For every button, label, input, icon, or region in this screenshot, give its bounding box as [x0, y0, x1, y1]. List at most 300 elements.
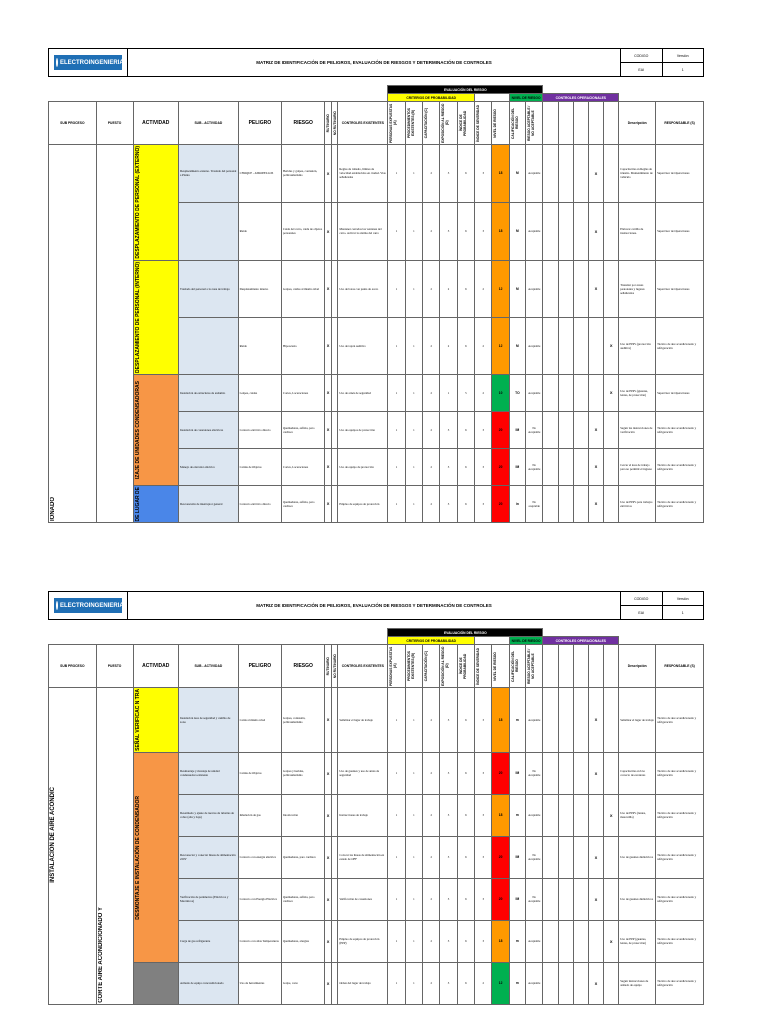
nivel-riesgo: 20	[492, 448, 509, 485]
brand-name: ELECTROINGENIERIA	[60, 59, 124, 66]
riesgo: Quemaduras, alergias	[282, 920, 325, 962]
rutinario-mark: X	[325, 688, 332, 753]
score-a: 1	[388, 878, 405, 920]
score-d: 2	[440, 260, 457, 317]
descripcion: Transitar por zonas peatonales y lugares señalizados	[619, 260, 656, 317]
actividad-label: SEÑAL VERIFICAC N TRA	[134, 689, 141, 751]
controles-existentes: Mantener cerrados las ventanas del carro. Activar la alarma del carro	[338, 202, 388, 260]
rutinario-mark: X	[325, 752, 332, 794]
col-ingenieria: CONTROLES DE INGENIERÍA	[574, 652, 583, 680]
aceptabilidad: Aceptable	[526, 962, 543, 1004]
control-mark	[573, 836, 588, 878]
col-eliminacion: ELIMINACIÓN	[544, 112, 549, 134]
controles-existentes: Verificación de conexiones	[338, 878, 388, 920]
aceptabilidad: Aceptable	[526, 794, 543, 836]
rutinario-mark: X	[325, 260, 332, 317]
controles-existentes: Empleo de equipos de protección (EPP)	[338, 920, 388, 962]
peligro: Ruido	[238, 317, 281, 374]
score-p: 6	[457, 878, 474, 920]
nivel-header: NIVEL DE RIESGO	[509, 94, 543, 102]
score-b: 1	[405, 202, 422, 260]
score-c: 2	[423, 448, 440, 485]
calificacion: M	[509, 202, 525, 260]
control-mark	[543, 145, 558, 203]
sub-actividad: Desarmado y ajuste de tuercas de tuberías de cobre (alta y baja)	[179, 794, 239, 836]
score-s: 3	[475, 202, 492, 260]
responsable: Técnico de aire acondicionado y refrigeración	[656, 688, 704, 753]
sub-actividad: Desmontaje y montaje de unidad condensadora existente	[179, 752, 239, 794]
riesgo: Golpe, corte	[282, 962, 325, 1004]
riesgo: Cortes, Laceraciones	[282, 374, 325, 411]
control-mark: X	[588, 485, 603, 522]
company-logo	[49, 592, 128, 619]
responsable: Técnico de aire acondicionado y refrigeración	[656, 317, 704, 374]
aceptabilidad: Aceptable	[526, 374, 543, 411]
control-mark	[543, 794, 558, 836]
col-personas: PERSONAS EXPUESTAS (A)	[389, 646, 398, 686]
doc-title: MATRIZ DE IDENTIFICACIÓN DE PELIGROS, EVALUACIÓN DE RIESGOS Y DETERMINACIÓN DE CONTROLES	[128, 592, 621, 619]
control-mark	[573, 878, 588, 920]
nivel-riesgo: 20	[492, 836, 509, 878]
col-aceptable: RIESGO ACEPTABLE / NO ACEPTABLE	[527, 105, 535, 141]
calificacion: M	[509, 317, 525, 374]
col-controles-existentes: CONTROLES EXISTENTES	[338, 645, 388, 688]
peligro: Contacto con altas Temperaturas	[238, 920, 281, 962]
score-b: 1	[405, 752, 422, 794]
control-mark	[543, 688, 558, 753]
control-mark	[558, 260, 573, 317]
aceptabilidad: No Aceptable	[526, 752, 543, 794]
peligro: Desplazamiento interno	[238, 260, 281, 317]
nivel-riesgo: 18	[492, 145, 509, 203]
descripcion: Capacitación en Uso correcto de escaleras	[619, 752, 656, 794]
control-mark	[558, 794, 573, 836]
riesgo: Caída del carro, caída de objetos personales	[282, 202, 325, 260]
col-calificacion: CALIFICACIÓN DEL RIESGO	[510, 650, 519, 682]
descripcion: Uso de EPP's (guantes, lentes, de protección)	[619, 374, 656, 411]
controles-existentes: Señalizar el lugar de trabajo	[338, 688, 388, 753]
score-p: 6	[457, 145, 474, 203]
descripcion: Uso de guantes dieléctricos	[619, 878, 656, 920]
col-probabilidad: ÍNDICE DE PROBABILIDAD	[458, 653, 467, 679]
sub-actividad: Instalación de estructuras de andamio	[179, 374, 239, 411]
control-mark	[543, 485, 558, 522]
score-p: 6	[457, 485, 474, 522]
gear-icon	[56, 58, 58, 67]
score-p: 6	[457, 962, 474, 1004]
sub-actividad: Armado de equipo vencondicionado	[179, 962, 239, 1004]
score-c: 2	[423, 752, 440, 794]
gear-icon	[56, 601, 58, 610]
responsable: Técnico de aire acondicionado y refrigeración	[656, 485, 704, 522]
doc-title: MATRIZ DE IDENTIFICACIÓN DE PELIGROS, EVALUACIÓN DE RIESGOS Y DETERMINACIÓN DE CONTROLES	[128, 49, 621, 76]
descripcion: Elaborar cartilla de instrucciones.	[619, 202, 656, 260]
score-c: 2	[423, 962, 440, 1004]
descripcion: Señalizar el lugar de trabajo	[619, 688, 656, 753]
control-mark	[573, 374, 588, 411]
col-procedimientos: PROCEDIMIENTOS EXISTENTES (B)	[406, 651, 415, 681]
rutinario-mark: X	[325, 374, 332, 411]
score-s: 3	[475, 485, 492, 522]
score-c: 2	[423, 836, 440, 878]
calificacion: m	[509, 962, 525, 1004]
col-sustitucion: SUSTITUCIÓN	[559, 111, 564, 135]
descripcion: Cercar el área de trabajo para no permitir el ingreso	[619, 448, 656, 485]
score-s: 3	[475, 794, 492, 836]
peligro: Ruido	[238, 202, 281, 260]
control-mark	[543, 202, 558, 260]
score-a: 1	[388, 836, 405, 878]
rutinario-mark: X	[325, 962, 332, 1004]
score-s: 2	[475, 374, 492, 411]
riesgo: Quemaduras, asfixia, paro cardiaco	[282, 411, 325, 448]
sub-actividad: Instalación área de seguridad y cambio de zona	[179, 688, 239, 753]
rutinario-mark: X	[325, 836, 332, 878]
nivel-riesgo: 20	[492, 752, 509, 794]
controles-existentes: Uso de equipos de protección	[338, 411, 388, 448]
controles-existentes: Reglas de tránsito, límites de velocidad establecidos en ciudad. Vías señalizadas	[338, 145, 388, 203]
score-s: 3	[475, 878, 492, 920]
control-mark	[543, 374, 558, 411]
control-mark	[573, 317, 588, 374]
control-mark	[543, 752, 558, 794]
responsable: Técnico de aire acondicionado y refrigeración	[656, 920, 704, 962]
control-mark: X	[588, 448, 603, 485]
nivel-header: NIVEL DE RIESGO	[509, 637, 543, 645]
actividad-label: DESPLAZAMIENTO DE PERSONAL (EXTERNO)	[134, 146, 141, 259]
score-c: 2	[423, 202, 440, 260]
responsable: Supervisor de Operaciones	[656, 260, 704, 317]
responsable: Supervisor de Operaciones	[656, 145, 704, 203]
score-b: 1	[405, 836, 422, 878]
col-sub-proceso: SUB PROCESO	[49, 645, 97, 688]
score-d: 3	[440, 145, 457, 203]
control-mark	[573, 920, 588, 962]
sub-actividad: Desconectar y conectar líneas de alimentación 220V	[179, 836, 239, 878]
nivel-riesgo: 12	[492, 260, 509, 317]
col-sub-actividad: SUB - ACTIVIDAD	[179, 645, 239, 688]
calificacion: IM	[509, 878, 525, 920]
controles-existentes: Uso de botas con punta de acero	[338, 260, 388, 317]
score-d: 1	[440, 374, 457, 411]
col-sustitucion: SUSTITUCIÓN	[559, 654, 564, 678]
score-p: 6	[457, 202, 474, 260]
col-riesgo: RIESGO	[282, 102, 325, 145]
calificacion: IM	[509, 752, 525, 794]
col-puesto: PUESTO	[96, 645, 133, 688]
control-mark	[573, 448, 588, 485]
score-a: 1	[388, 374, 405, 411]
aceptabilidad: Aceptable	[526, 688, 543, 753]
control-mark	[558, 962, 573, 1004]
controles-existentes: Instrucciones de trabajo	[338, 794, 388, 836]
calificacion: m	[509, 920, 525, 962]
score-c: 2	[423, 920, 440, 962]
score-p: 6	[457, 448, 474, 485]
score-c: 2	[423, 794, 440, 836]
nivel-riesgo: 20	[492, 878, 509, 920]
score-d: 3	[440, 794, 457, 836]
nivel-riesgo: 10	[492, 374, 509, 411]
score-s: 3	[475, 411, 492, 448]
control-mark	[558, 374, 573, 411]
col-eliminacion: ELIMINACIÓN	[544, 655, 549, 677]
calificacion: m	[509, 688, 525, 753]
col-peligro: PELIGRO	[238, 102, 281, 145]
aceptabilidad: Aceptable	[526, 202, 543, 260]
peligro: Golpes, caídas	[238, 374, 281, 411]
control-mark	[558, 836, 573, 878]
control-mark	[543, 962, 558, 1004]
descripcion: Uso de EPP's (lentes, mascarilla)	[619, 794, 656, 836]
actividad-label: DE LUGAR DE	[134, 486, 141, 521]
calificacion: m	[509, 794, 525, 836]
col-nivel-rp: NIVEL DE RIESGO	[493, 651, 498, 681]
aceptabilidad: Aceptable	[526, 145, 543, 203]
calificacion: M	[509, 260, 525, 317]
table-row	[49, 688, 704, 753]
control-mark	[558, 145, 573, 203]
table-row	[49, 485, 704, 522]
nivel-riesgo: 20	[492, 411, 509, 448]
score-a: 1	[388, 688, 405, 753]
sub-actividad: Desconexión de interruptor general	[179, 485, 239, 522]
control-mark	[558, 317, 573, 374]
brand-name: ELECTROINGENIERIA	[60, 602, 124, 609]
control-mark: X	[604, 317, 619, 374]
score-a: 1	[388, 411, 405, 448]
score-d: 3	[440, 688, 457, 753]
control-mark	[604, 202, 619, 260]
score-b: 1	[405, 411, 422, 448]
doc-meta	[621, 592, 703, 619]
control-mark	[558, 448, 573, 485]
criterios-header: CRITERIOS DE PROBABILIDAD	[388, 637, 475, 645]
control-mark: X	[604, 920, 619, 962]
score-d: 3	[440, 752, 457, 794]
rutinario-mark: X	[325, 145, 332, 203]
col-administrativo: CONTROL ADMINISTRATIVO	[589, 108, 598, 138]
score-d: 3	[440, 962, 457, 1004]
control-mark: X	[588, 752, 603, 794]
controles-existentes: Uso de equipo de protección	[338, 448, 388, 485]
controles-op-header: CONTROLES OPERACIONALES	[543, 637, 619, 645]
score-d: 3	[440, 485, 457, 522]
control-mark	[604, 145, 619, 203]
version-value: 1	[681, 67, 684, 72]
score-c: 2	[423, 411, 440, 448]
controles-existentes: Uso de tapón auditivo	[338, 317, 388, 374]
matrix-page-1	[48, 48, 704, 521]
col-actividad: ACTIVIDAD	[133, 102, 179, 145]
responsable: Técnico de aire acondicionado y refrigeración	[656, 962, 704, 1004]
responsable: Técnico de aire acondicionado y refrigeración	[656, 752, 704, 794]
control-mark	[543, 317, 558, 374]
control-mark	[573, 485, 588, 522]
control-mark	[588, 374, 603, 411]
score-p: 6	[457, 836, 474, 878]
risk-matrix-table	[48, 628, 704, 1005]
riesgo: Quemaduras, asfixia, paro cardiaco	[282, 485, 325, 522]
peligro: Uso de herramientas	[238, 962, 281, 1004]
controles-existentes: Uso de guantes y uso de arnés de seguridad	[338, 752, 388, 794]
peligro: Caídas de Objetos	[238, 752, 281, 794]
code-label: CODIGO	[621, 49, 663, 62]
col-epp: EQUIPO DE PROTECCIÓN PERSONAL	[605, 655, 618, 677]
company-logo	[49, 49, 128, 76]
score-b: 1	[405, 260, 422, 317]
peligro: Caídas de Objetos	[238, 448, 281, 485]
score-d: 3	[440, 202, 457, 260]
controles-op-header: CONTROLES OPERACIONALES	[543, 94, 619, 102]
controles-existentes: Uso de arnés de seguridad	[338, 374, 388, 411]
score-a: 1	[388, 145, 405, 203]
nivel-riesgo: 18	[492, 794, 509, 836]
control-mark: X	[588, 962, 603, 1004]
actividad-label: DESPLAZAMIENTO DE PERSONAL (INTERNO)	[134, 261, 141, 373]
control-mark	[558, 688, 573, 753]
col-capacitacion: CAPACITACIÓN (C)	[424, 650, 429, 682]
col-rutinario: RUTINARIO	[326, 656, 331, 676]
sub-actividad: Desplazamiento externo. Traslado del personal a Planta	[179, 145, 239, 203]
control-mark	[558, 752, 573, 794]
risk-matrix-table	[48, 85, 704, 523]
responsable: Supervisor de Operaciones	[656, 374, 704, 411]
control-mark	[604, 411, 619, 448]
score-d: 2	[440, 317, 457, 374]
sub-actividad: Carga de gas refrigerante	[179, 920, 239, 962]
calificacion: M	[509, 145, 525, 203]
rutinario-mark: X	[325, 794, 332, 836]
control-mark	[558, 878, 573, 920]
score-p: 6	[457, 260, 474, 317]
riesgo: Hipoacusia	[282, 317, 325, 374]
col-controles-existentes: CONTROLES EXISTENTES	[338, 102, 388, 145]
riesgo: Quemaduras, paro cardiaco	[282, 836, 325, 878]
col-aceptable: RIESGO ACEPTABLE / NO ACEPTABLE	[527, 648, 535, 684]
calificacion: IM	[509, 448, 525, 485]
col-exposicion: EXPOSICIÓN AL RIESGO (D)	[441, 103, 450, 143]
responsable: Técnico de aire acondicionado y refrigeración	[656, 411, 704, 448]
criterios-header: CRITERIOS DE PROBABILIDAD	[388, 94, 475, 102]
score-s: 2	[475, 317, 492, 374]
control-mark: X	[604, 794, 619, 836]
score-p: 6	[457, 920, 474, 962]
actividad-label: IZAJE DE UNIDADES CONDENSADORAS	[134, 380, 141, 479]
nivel-riesgo: 20	[492, 485, 509, 522]
control-mark: X	[604, 374, 619, 411]
col-personas: PERSONAS EXPUESTAS (A)	[389, 103, 398, 143]
sub-actividad	[179, 202, 239, 260]
version-label: Versión	[676, 53, 689, 58]
calificacion: IM	[509, 411, 525, 448]
responsable: Técnico de aire acondicionado y refrigeración	[656, 836, 704, 878]
score-b: 1	[405, 485, 422, 522]
score-p: 6	[457, 752, 474, 794]
control-mark: X	[588, 260, 603, 317]
calificacion: TO	[509, 374, 525, 411]
score-s: 3	[475, 448, 492, 485]
version-label: Versión	[676, 596, 689, 601]
score-c: 2	[423, 688, 440, 753]
col-actividad: ACTIVIDAD	[133, 645, 179, 688]
actividad-label: DESMONTAJE E INSTALACIÓN DE CONDENSADOR	[134, 795, 141, 920]
doc-header	[48, 591, 704, 620]
control-mark	[604, 878, 619, 920]
descripcion: Capacitación en Reglas de tránsito. Mantenimiento de vehículo	[619, 145, 656, 203]
rutinario-mark: X	[325, 485, 332, 522]
control-mark	[543, 260, 558, 317]
peligro: Inhalación de gas	[238, 794, 281, 836]
aceptabilidad: No Aceptable	[526, 411, 543, 448]
doc-meta	[621, 49, 703, 76]
control-mark: X	[588, 688, 603, 753]
nivel-riesgo: 12	[492, 962, 509, 1004]
code-label: CODIGO	[621, 592, 663, 605]
control-mark	[573, 145, 588, 203]
control-mark	[588, 794, 603, 836]
aceptabilidad: Aceptable	[526, 317, 543, 374]
nivel-riesgo: 18	[492, 202, 509, 260]
riesgo: Golpes y heridas, politraumatismo	[282, 752, 325, 794]
control-mark	[573, 962, 588, 1004]
peligro: Caída al mismo nivel	[238, 688, 281, 753]
score-a: 1	[388, 448, 405, 485]
score-p: 5	[457, 374, 474, 411]
peligro: Contacto con energía eléctrica	[238, 836, 281, 878]
score-c: 2	[423, 374, 440, 411]
score-d: 3	[440, 836, 457, 878]
col-ingenieria: CONTROLES DE INGENIERÍA	[574, 109, 583, 137]
code-value: EAI	[621, 63, 663, 76]
aceptabilidad: No Aceptable	[526, 448, 543, 485]
control-mark	[604, 485, 619, 522]
descripcion: Seguir las instrucciones de verificación	[619, 411, 656, 448]
controles-existentes: Colocar las líneas de alimentación en estado de OFF	[338, 836, 388, 878]
score-s: 3	[475, 752, 492, 794]
score-a: 1	[388, 485, 405, 522]
rutinario-mark: X	[325, 920, 332, 962]
descripcion: Uso de guantes dieléctricos	[619, 836, 656, 878]
control-mark	[604, 260, 619, 317]
col-responsable: RESPONSABLE (S)	[656, 645, 704, 688]
col-administrativo: CONTROL ADMINISTRATIVO	[589, 651, 598, 681]
score-c: 2	[423, 485, 440, 522]
score-b: 1	[405, 962, 422, 1004]
control-mark	[604, 688, 619, 753]
score-p: 6	[457, 688, 474, 753]
descripcion: Uso de EPP (guantes, lentes, de protección)	[619, 920, 656, 962]
aceptabilidad: Aceptable	[526, 920, 543, 962]
score-d: 3	[440, 448, 457, 485]
control-mark: X	[588, 411, 603, 448]
rutinario-mark: X	[325, 448, 332, 485]
responsable: Técnico de aire acondicionado y refrigeración	[656, 448, 704, 485]
score-b: 1	[405, 688, 422, 753]
control-mark	[604, 962, 619, 1004]
score-s: 3	[475, 920, 492, 962]
code-value: EAI	[621, 606, 663, 619]
riesgo: Heridas y golpes, contusión, politraumatismo	[282, 145, 325, 203]
control-mark	[604, 752, 619, 794]
responsable: Técnico de aire acondicionado y refrigeración	[656, 794, 704, 836]
score-a: 1	[388, 752, 405, 794]
controles-existentes: Empleo de equipos de protección	[338, 485, 388, 522]
sub-actividad	[179, 317, 239, 374]
col-exposicion: EXPOSICIÓN AL RIESGO (D)	[441, 646, 450, 686]
score-b: 1	[405, 374, 422, 411]
control-mark	[573, 411, 588, 448]
